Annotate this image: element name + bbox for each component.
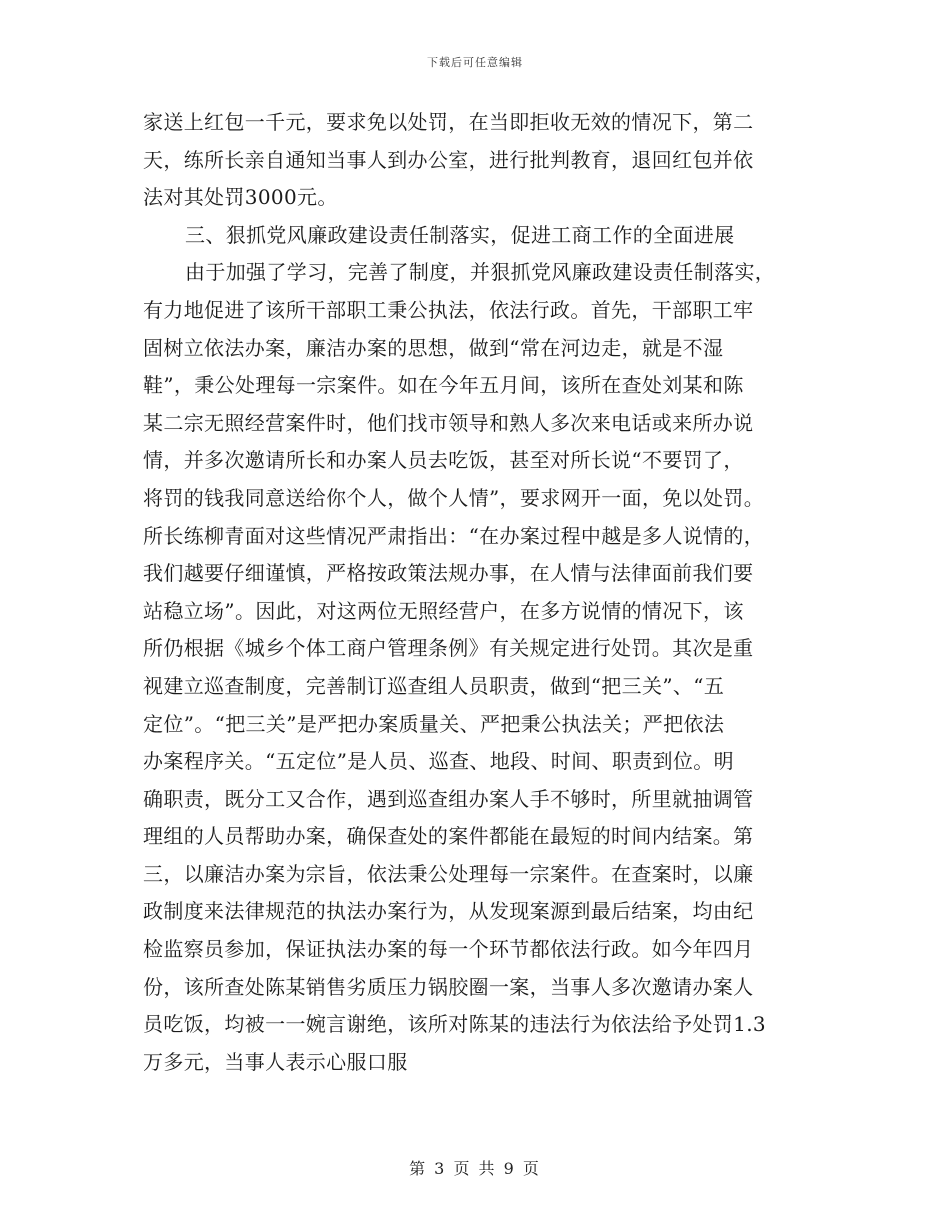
text-line: 理组的人员帮助办案，确保查处的案件都能在最短的时间内结案。第 bbox=[143, 824, 754, 849]
text-line: 所仍根据《城乡个体工商户管理条例》有关规定进行处罚。其次是重 bbox=[143, 636, 754, 661]
text-line: 所长练柳青面对这些情况严肃指出：“在办案过程中越是多人说情的， bbox=[143, 523, 765, 548]
page-header: 下载后可任意编辑 bbox=[427, 56, 523, 69]
text-line: 某二宗无照经营案件时，他们找市领导和熟人多次来电话或来所办说 bbox=[143, 410, 754, 435]
text-line: 三，以廉洁办案为宗旨，依法秉公处理每一宗案件。在查案时，以廉 bbox=[143, 861, 754, 886]
text-line: 我们越要仔细谨慎，严格按政策法规办事，在人情与法律面前我们要 bbox=[143, 561, 754, 586]
text-line: 检监察员参加，保证执法办案的每一个环节都依法行政。如今年四月 bbox=[143, 937, 754, 962]
text-line: 员吃饭，均被一一婉言谢绝，该所对陈某的违法行为依法给予处罚1.3 bbox=[143, 1012, 767, 1037]
text-line: 确职责，既分工又合作，遇到巡查组办案人手不够时，所里就抽调管 bbox=[143, 786, 754, 811]
text-line: 将罚的钱我同意送给你个人，做个人情”，要求网开一面，免以处罚。 bbox=[143, 485, 765, 510]
text-line: 法对其处罚3000元。 bbox=[143, 185, 338, 210]
text-line: 天，练所长亲自通知当事人到办公室，进行批判教育，退回红包并依 bbox=[143, 147, 754, 172]
section-heading: 三、狠抓党风廉政建设责任制落实，促进工商工作的全面进展 bbox=[185, 222, 735, 247]
document-body bbox=[143, 104, 807, 1081]
text-line: 固树立依法办案，廉洁办案的思想，做到“常在河边走，就是不湿 bbox=[143, 335, 724, 360]
text-line: 定位”。“把三关”是严把办案质量关、严把秉公执法关；严把依法 bbox=[143, 711, 725, 736]
text-line: 家送上红包一千元，要求免以处罚，在当即拒收无效的情况下，第二 bbox=[143, 110, 754, 134]
page-number-footer: 第 3 页 共 9 页 bbox=[409, 1159, 541, 1178]
text-line: 万多元，当事人表示心服口服 bbox=[143, 1049, 408, 1074]
text-line: 站稳立场”。因此，对这两位无照经营户，在多方说情的情况下，该 bbox=[143, 598, 744, 623]
text-line: 视建立巡查制度，完善制订巡查组人员职责，做到“把三关”、“五 bbox=[143, 673, 725, 698]
text-line: 办案程序关。“五定位”是人员、巡查、地段、时间、职责到位。明 bbox=[143, 749, 734, 774]
text-line: 有力地促进了该所干部职工秉公执法，依法行政。首先，干部职工牢 bbox=[143, 297, 754, 322]
text-line: 鞋”，秉公处理每一宗案件。如在今年五月间，该所在查处刘某和陈 bbox=[143, 373, 744, 398]
text-line: 份，该所查处陈某销售劣质压力锅胶圈一案，当事人多次邀请办案人 bbox=[143, 974, 754, 999]
text-line: 情，并多次邀请所长和办案人员去吃饭，甚至对所长说“不要罚了， bbox=[143, 448, 744, 473]
text-line: 政制度来法律规范的执法办案行为，从发现案源到最后结案，均由纪 bbox=[143, 899, 754, 924]
text-line: 由于加强了学习，完善了制度，并狠抓党风廉政建设责任制落实， bbox=[185, 260, 776, 285]
